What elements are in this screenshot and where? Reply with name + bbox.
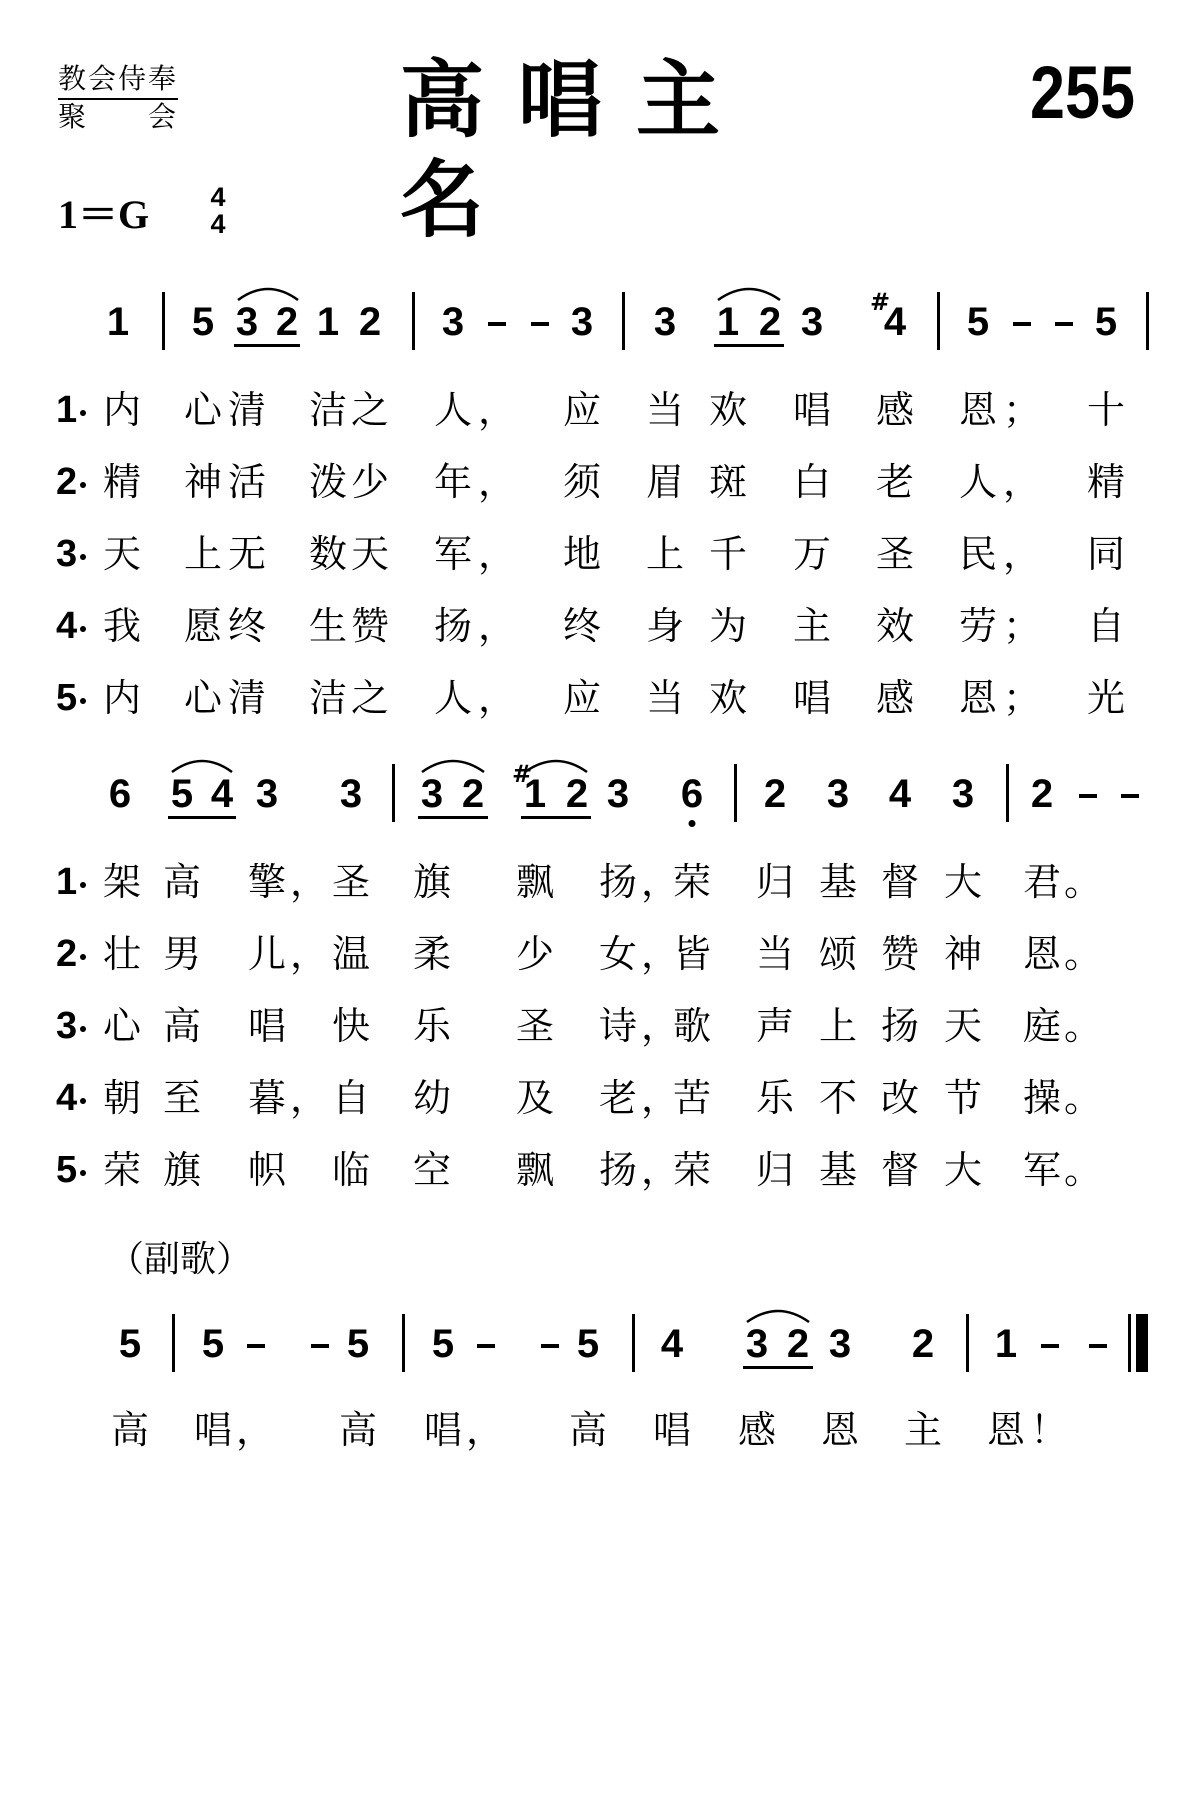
lyric-char: 感 [875, 388, 915, 432]
lyric-char: 空 [412, 1148, 452, 1192]
lower-octave-dot [689, 820, 696, 827]
lyric-char: 荣 [672, 1148, 712, 1192]
category-line-2-b: 会 [148, 100, 179, 133]
lyric-char: 督 [880, 860, 920, 904]
lyric-char: 地 [562, 532, 602, 576]
lyric-char: 主 [903, 1408, 943, 1452]
lyric-punct: 。 [1064, 1076, 1103, 1120]
lyric-char: 神 [183, 460, 223, 504]
lyric-char: 高 [162, 1004, 202, 1048]
note: 5 [201, 1322, 225, 1366]
lyric-char: 圣 [515, 1004, 555, 1048]
lyric-char: 暮 [247, 1076, 287, 1120]
verse-number: 2 [56, 461, 78, 503]
lyric-char: 至 [162, 1076, 202, 1120]
lyric-char: 唱 [423, 1408, 463, 1452]
lyric-char: 天 [102, 532, 142, 576]
lyric-char: 归 [755, 1148, 795, 1192]
lyric-char: 及 [515, 1076, 555, 1120]
lyric-char: 基 [818, 860, 858, 904]
note: 3 [570, 300, 594, 344]
lyric-punct: 。 [1064, 860, 1103, 904]
lyric-punct: ， [290, 932, 329, 976]
note: 3 [653, 300, 677, 344]
note: 3 [951, 772, 975, 816]
lyric-char: 恩 [958, 676, 998, 720]
lyric-char: 之 [350, 388, 390, 432]
lyric-char: 赞 [880, 932, 920, 976]
lyric-line [0, 862, 1200, 912]
bar-line [632, 1314, 635, 1372]
dash [488, 322, 506, 326]
note: 2 [911, 1322, 935, 1366]
note: 3 [441, 300, 465, 344]
lyric-char: 上 [183, 532, 223, 576]
note: 6 [680, 772, 704, 816]
lyric-char: 高 [110, 1408, 150, 1452]
verse-dot [80, 626, 86, 632]
lyric-char: 心 [183, 676, 223, 720]
lyric-char: 荣 [102, 1148, 142, 1192]
lyric-char: 操 [1022, 1076, 1062, 1120]
note: 2 [758, 300, 782, 344]
lyric-char: 唱 [247, 1004, 287, 1048]
lyric-punct: ， [641, 932, 680, 976]
lyric-punct: ， [478, 388, 517, 432]
lyric-char: 之 [350, 676, 390, 720]
lyric-punct: ， [641, 1004, 680, 1048]
slur [716, 284, 782, 304]
lyric-char: 欢 [708, 676, 748, 720]
lyric-char: 唱 [193, 1408, 233, 1452]
verse-dot [80, 954, 86, 960]
note: 3 [745, 1322, 769, 1366]
note: 3 [255, 772, 279, 816]
lyric-char: 儿 [247, 932, 287, 976]
dash [1055, 322, 1073, 326]
lyric-char: 圣 [331, 860, 371, 904]
refrain-label: （副歌） [108, 1239, 253, 1280]
bar-line [402, 1314, 405, 1372]
lyric-char: 唱 [792, 388, 832, 432]
lyric-char: 高 [568, 1408, 608, 1452]
lyric-char: 少 [350, 460, 390, 504]
slur [745, 1306, 811, 1326]
lyric-char: 唱 [792, 676, 832, 720]
note: 4 [210, 772, 234, 816]
bar-line [937, 292, 940, 350]
lyric-char: 快 [331, 1004, 371, 1048]
note: 3 [235, 300, 259, 344]
lyric-char: 苦 [672, 1076, 712, 1120]
note: 5 [431, 1322, 455, 1366]
note: 4 [883, 300, 907, 344]
dash [1121, 794, 1139, 798]
lyric-char: 高 [162, 860, 202, 904]
lyric-char: 自 [1086, 604, 1126, 648]
lyric-char: 终 [562, 604, 602, 648]
lyric-char: 年 [433, 460, 473, 504]
verse-number: 5 [56, 1149, 78, 1191]
lyric-char: 应 [562, 676, 602, 720]
dash [1089, 1344, 1107, 1348]
lyric-char: 欢 [708, 388, 748, 432]
lyric-punct: ！ [1030, 1408, 1069, 1452]
note: 5 [191, 300, 215, 344]
lyric-char: 老 [598, 1076, 638, 1120]
lyric-char: 泼 [308, 460, 348, 504]
note: 5 [118, 1322, 142, 1366]
note: 5 [966, 300, 990, 344]
hymn-title: 高唱主名 [400, 51, 755, 249]
lyric-char: 恩 [1022, 932, 1062, 976]
lyric-char: 改 [880, 1076, 920, 1120]
note: 5 [346, 1322, 370, 1366]
note: 3 [828, 1322, 852, 1366]
note: 2 [461, 772, 485, 816]
lyric-char: 天 [943, 1004, 983, 1048]
note: 5 [576, 1322, 600, 1366]
lyric-char: 数 [308, 532, 348, 576]
note: 6 [108, 772, 132, 816]
note: 1 [994, 1322, 1018, 1366]
lyric-char: 扬 [433, 604, 473, 648]
lyric-punct: 。 [1064, 932, 1103, 976]
lyric-char: 身 [645, 604, 685, 648]
bar-line [412, 292, 415, 350]
lyric-char: 旗 [162, 1148, 202, 1192]
lyric-char: 感 [875, 676, 915, 720]
underline [234, 344, 300, 347]
verse-dot [80, 482, 86, 488]
lyric-char: 温 [331, 932, 371, 976]
lyric-punct: ， [1003, 532, 1042, 576]
note: 2 [1030, 772, 1054, 816]
refrain-lyric-line [0, 1410, 1200, 1460]
verse-number: 3 [56, 1005, 78, 1047]
underline [168, 816, 236, 819]
lyric-char: 架 [102, 860, 142, 904]
lyric-char: 幼 [412, 1076, 452, 1120]
bar-line [966, 1314, 969, 1372]
lyric-char: 飘 [515, 1148, 555, 1192]
slur [236, 284, 300, 304]
note: 4 [888, 772, 912, 816]
category-line-2 [58, 100, 178, 134]
lyric-char: 乐 [755, 1076, 795, 1120]
lyric-char: 帜 [247, 1148, 287, 1192]
lyric-char: 内 [102, 388, 142, 432]
note: 2 [565, 772, 589, 816]
lyric-punct: ， [641, 1148, 680, 1192]
lyric-char: 当 [645, 676, 685, 720]
note: 1 [316, 300, 340, 344]
lyric-char: 主 [792, 604, 832, 648]
sharp-sign: # [870, 288, 891, 316]
lyric-line [0, 678, 1200, 728]
note: 3 [800, 300, 824, 344]
dash [541, 1344, 559, 1348]
lyric-char: 感 [737, 1408, 777, 1452]
lyric-char: 终 [227, 604, 267, 648]
note: 1 [716, 300, 740, 344]
verse-dot [80, 1170, 86, 1176]
lyric-punct: ， [478, 604, 517, 648]
lyric-char: 天 [350, 532, 390, 576]
lyric-char: 不 [818, 1076, 858, 1120]
lyric-punct: ， [290, 860, 329, 904]
lyric-char: 万 [792, 532, 832, 576]
lyric-char: 老 [875, 460, 915, 504]
lyric-char: 光 [1086, 676, 1126, 720]
slur [523, 756, 589, 776]
lyric-char: 须 [562, 460, 602, 504]
category-line-2-a: 聚 [58, 100, 89, 133]
lyric-char: 扬 [880, 1004, 920, 1048]
dash [1079, 794, 1097, 798]
note: 1 [523, 772, 547, 816]
bar-line [162, 292, 165, 350]
lyric-char: 白 [792, 460, 832, 504]
lyric-char: 恩 [958, 388, 998, 432]
lyric-char: 高 [338, 1408, 378, 1452]
lyric-char: 荣 [672, 860, 712, 904]
underline [714, 344, 784, 347]
lyric-punct: ， [478, 532, 517, 576]
lyric-punct: ， [466, 1408, 505, 1452]
lyric-char: 千 [708, 532, 748, 576]
lyric-char: 君 [1022, 860, 1062, 904]
lyric-char: 柔 [412, 932, 452, 976]
lyric-char: 无 [227, 532, 267, 576]
lyric-punct: ， [290, 1076, 329, 1120]
lyric-char: 为 [708, 604, 748, 648]
lyric-char: 洁 [308, 676, 348, 720]
lyric-punct: ； [1003, 676, 1042, 720]
lyric-char: 神 [943, 932, 983, 976]
lyric-char: 洁 [308, 388, 348, 432]
verse-number: 4 [56, 1077, 78, 1119]
verse-number: 3 [56, 533, 78, 575]
note: 3 [339, 772, 363, 816]
lyric-char: 军 [433, 532, 473, 576]
lyric-punct: ， [478, 676, 517, 720]
lyric-line [0, 462, 1200, 512]
hymn-number: 255 [1030, 51, 1135, 134]
lyric-char: 上 [818, 1004, 858, 1048]
lyric-char: 大 [943, 860, 983, 904]
lyric-punct: ， [478, 460, 517, 504]
lyric-char: 心 [183, 388, 223, 432]
lyric-char: 飘 [515, 860, 555, 904]
verse-number: 5 [56, 677, 78, 719]
lyric-line [0, 390, 1200, 440]
note: 3 [420, 772, 444, 816]
verse-number: 1 [56, 389, 78, 431]
verse-number: 4 [56, 605, 78, 647]
lyric-char: 心 [102, 1004, 142, 1048]
note: 2 [786, 1322, 810, 1366]
note: 5 [170, 772, 194, 816]
dash [311, 1344, 329, 1348]
verse-dot [80, 1026, 86, 1032]
lyric-char: 乐 [412, 1004, 452, 1048]
lyric-punct: 。 [1064, 1004, 1103, 1048]
bar-line [734, 764, 737, 822]
bar-line [1146, 292, 1149, 350]
dash [531, 322, 549, 326]
verse-dot [80, 410, 86, 416]
verse-dot [80, 698, 86, 704]
lyric-char: 颂 [818, 932, 858, 976]
lyric-line [0, 1006, 1200, 1056]
lyric-char: 朝 [102, 1076, 142, 1120]
lyric-char: 效 [875, 604, 915, 648]
verse-dot [80, 882, 86, 888]
time-signature-top: 4 [210, 182, 226, 212]
lyric-line [0, 1078, 1200, 1128]
time-signature [207, 184, 229, 238]
lyric-char: 基 [818, 1148, 858, 1192]
underline [521, 816, 591, 819]
lyric-punct: 。 [1064, 1148, 1103, 1192]
lyric-char: 同 [1086, 532, 1126, 576]
final-bar-thick [1136, 1314, 1148, 1372]
lyric-char: 诗 [598, 1004, 638, 1048]
note: 2 [763, 772, 787, 816]
verse-dot [80, 554, 86, 560]
lyric-char: 恩 [820, 1408, 860, 1452]
lyric-char: 十 [1086, 388, 1126, 432]
lyric-char: 扬 [598, 860, 638, 904]
note: 4 [660, 1322, 684, 1366]
lyric-char: 清 [227, 676, 267, 720]
lyric-char: 声 [755, 1004, 795, 1048]
underline [418, 816, 488, 819]
bar-line [1006, 764, 1009, 822]
note: 2 [275, 300, 299, 344]
lyric-char: 我 [102, 604, 142, 648]
lyric-char: 眉 [645, 460, 685, 504]
slur [420, 756, 486, 776]
lyric-char: 清 [227, 388, 267, 432]
lyric-char: 当 [645, 388, 685, 432]
lyric-char: 大 [943, 1148, 983, 1192]
key-signature: 1＝G [58, 192, 150, 237]
note: 1 [106, 300, 130, 344]
dash [1013, 322, 1031, 326]
lyric-char: 擎 [247, 860, 287, 904]
lyric-char: 恩 [986, 1408, 1026, 1452]
lyric-char: 歌 [672, 1004, 712, 1048]
bar-line [392, 764, 395, 822]
lyric-char: 民 [958, 532, 998, 576]
lyric-line [0, 606, 1200, 656]
slur [170, 756, 234, 776]
lyric-char: 壮 [102, 932, 142, 976]
lyric-char: 自 [331, 1076, 371, 1120]
underline [743, 1366, 813, 1369]
lyric-char: 督 [880, 1148, 920, 1192]
lyric-punct: ； [1003, 388, 1042, 432]
lyric-char: 归 [755, 860, 795, 904]
lyric-char: 军 [1022, 1148, 1062, 1192]
sharp-sign: # [512, 760, 533, 788]
verse-number: 1 [56, 861, 78, 903]
lyric-punct: ， [236, 1408, 275, 1452]
category-line-1: 教会侍奉 [58, 62, 178, 100]
lyric-char: 劳 [958, 604, 998, 648]
lyric-char: 人 [433, 676, 473, 720]
bar-line [622, 292, 625, 350]
lyric-char: 节 [943, 1076, 983, 1120]
lyric-char: 圣 [875, 532, 915, 576]
verse-dot [80, 1098, 86, 1104]
lyric-char: 扬 [598, 1148, 638, 1192]
lyric-char: 上 [645, 532, 685, 576]
lyric-punct: ； [1003, 604, 1042, 648]
lyric-char: 人 [433, 388, 473, 432]
lyric-char: 愿 [183, 604, 223, 648]
lyric-char: 女 [598, 932, 638, 976]
verse-number: 2 [56, 933, 78, 975]
bar-line [172, 1314, 175, 1372]
dash [247, 1344, 265, 1348]
lyric-char: 生 [308, 604, 348, 648]
lyric-char: 临 [331, 1148, 371, 1192]
lyric-char: 唱 [652, 1408, 692, 1452]
lyric-line [0, 534, 1200, 584]
dash [1041, 1344, 1059, 1348]
note: 2 [358, 300, 382, 344]
lyric-char: 赞 [350, 604, 390, 648]
lyric-line [0, 1150, 1200, 1200]
lyric-char: 应 [562, 388, 602, 432]
note: 5 [1094, 300, 1118, 344]
dash [477, 1344, 495, 1348]
lyric-char: 内 [102, 676, 142, 720]
lyric-punct: ， [641, 860, 680, 904]
lyric-char: 斑 [708, 460, 748, 504]
lyric-line [0, 934, 1200, 984]
lyric-char: 庭 [1022, 1004, 1062, 1048]
lyric-char: 人 [958, 460, 998, 504]
note: 3 [606, 772, 630, 816]
final-bar-thin [1128, 1314, 1131, 1372]
note: 3 [826, 772, 850, 816]
lyric-char: 精 [1086, 460, 1126, 504]
lyric-char: 皆 [672, 932, 712, 976]
lyric-char: 男 [162, 932, 202, 976]
lyric-char: 少 [515, 932, 555, 976]
lyric-char: 当 [755, 932, 795, 976]
lyric-punct: ， [641, 1076, 680, 1120]
lyric-char: 旗 [412, 860, 452, 904]
lyric-punct: ， [1003, 460, 1042, 504]
lyric-char: 精 [102, 460, 142, 504]
lyric-char: 活 [227, 460, 267, 504]
time-signature-bottom: 4 [210, 209, 226, 239]
